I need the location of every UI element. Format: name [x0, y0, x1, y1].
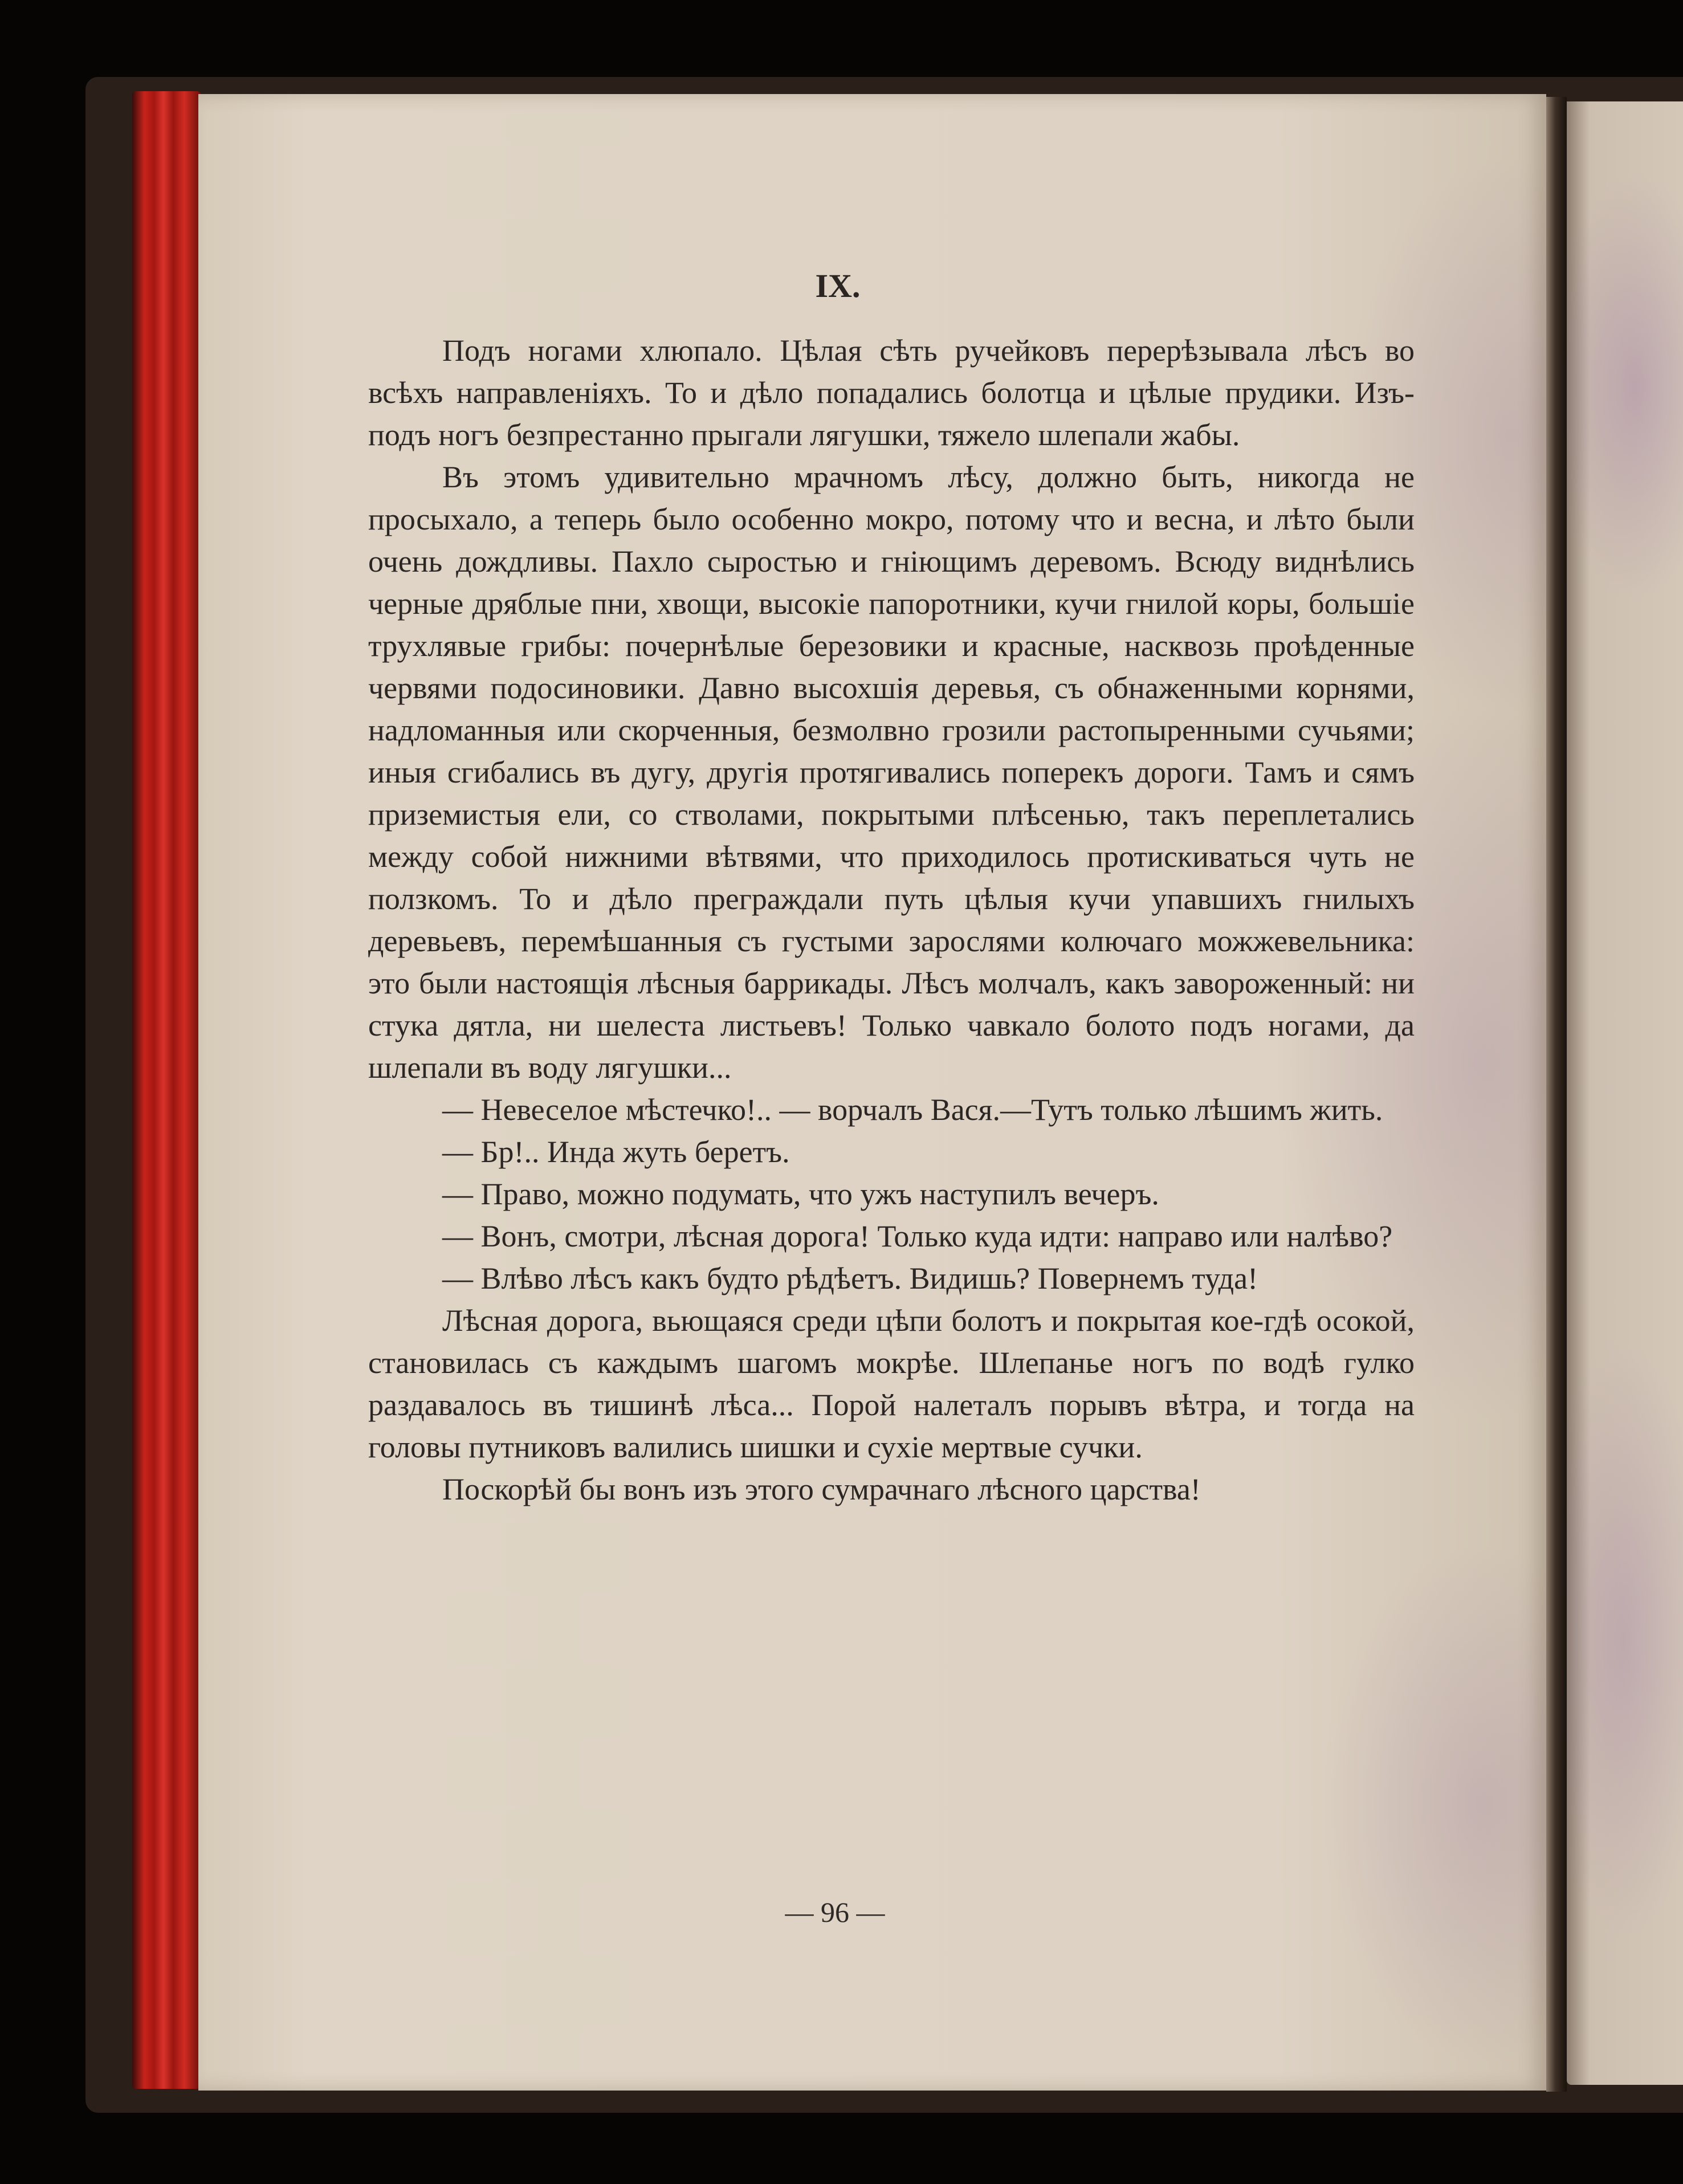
page-number: — 96 —: [785, 1896, 885, 1928]
paragraph-9: Поскорѣй бы вонъ изъ этого сумрачнаго лѣсного царства!: [442, 1472, 1201, 1506]
paragraph-8: Лѣсная дорога, вьющаяся среди цѣпи болотъ и покрытая кое-гдѣ осокой, становилась съ каждымъ шагомъ мокрѣе. Шлепанье ногъ по водѣ гулко раздавалось въ тишинѣ лѣса... Порой налеталъ порывъ вѣтра, и тогда на головы путниковъ валились шишки и сухіе мертвые сучки.: [368, 1303, 1415, 1464]
paragraph-1: Подъ ногами хлюпало. Цѣлая сѣть ручейковъ перерѣзывала лѣсъ во всѣхъ направленіяхъ. То и дѣло попадались болотца и цѣлые прудики. Изъ-подъ ногъ безпрестанно прыгали лягушки, тяжело шлепали жабы.: [368, 333, 1415, 452]
chapter-heading: IX.: [815, 267, 861, 304]
paragraph-3: — Невеселое мѣстечко!.. — ворчалъ Вася.—Тутъ только лѣшимъ жить.: [442, 1093, 1383, 1127]
paragraph-4: — Бр!.. Инда жуть беретъ.: [442, 1135, 790, 1169]
paragraph-2: Въ этомъ удивительно мрачномъ лѣсу, должно быть, никогда не просыхало, а теперь было особенно мокро, потому что и весна, и лѣто были очень дождливы. Пахло сыростью и гніющимъ деревомъ. Всюду виднѣлись черные дряблые пни, хвощи, высокіе папоротники, кучи гнилой коры, большіе трухлявые грибы: почернѣлые березовики и красные, насквозь проѣденные червями подосиновики. Давно высохшія деревья, съ обнаженными корнями, надломанныя или скорченныя, безмолвно грозили растопыренными сучьями; иныя сгибались въ дугу, другія протягивались поперекъ дороги. Тамъ и сямъ приземистыя ели, со стволами, покрытыми плѣсенью, такъ переплетались между собой нижними вѣтвями, что приходилось протискиваться чуть не ползкомъ. То и дѣло преграждали путь цѣлыя кучи упавшихъ гнилыхъ деревьевъ, перемѣшанныя съ густыми зарослями колючаго можжевельника: это были настоящія лѣсныя баррикады. Лѣсъ молчалъ, какъ завороженный: ни стука дятла, ни шелеста листьевъ! Только чавкало болото подъ ногами, да шлепали въ воду лягушки...: [368, 460, 1415, 1085]
right-page-fragment: [1567, 101, 1683, 2085]
book-gutter: [1546, 97, 1567, 2092]
paragraph-5: — Право, можно подумать, что ужъ наступилъ вечеръ.: [442, 1177, 1159, 1211]
paragraph-7: — Влѣво лѣсъ какъ будто рѣдѣетъ. Видишь? Повернемъ туда!: [442, 1261, 1258, 1295]
paragraph-6: — Вонъ, смотри, лѣсная дорога! Только куда идти: направо или налѣво?: [442, 1219, 1393, 1253]
red-page-edges: [132, 91, 201, 2089]
page-body: [368, 329, 1415, 1510]
